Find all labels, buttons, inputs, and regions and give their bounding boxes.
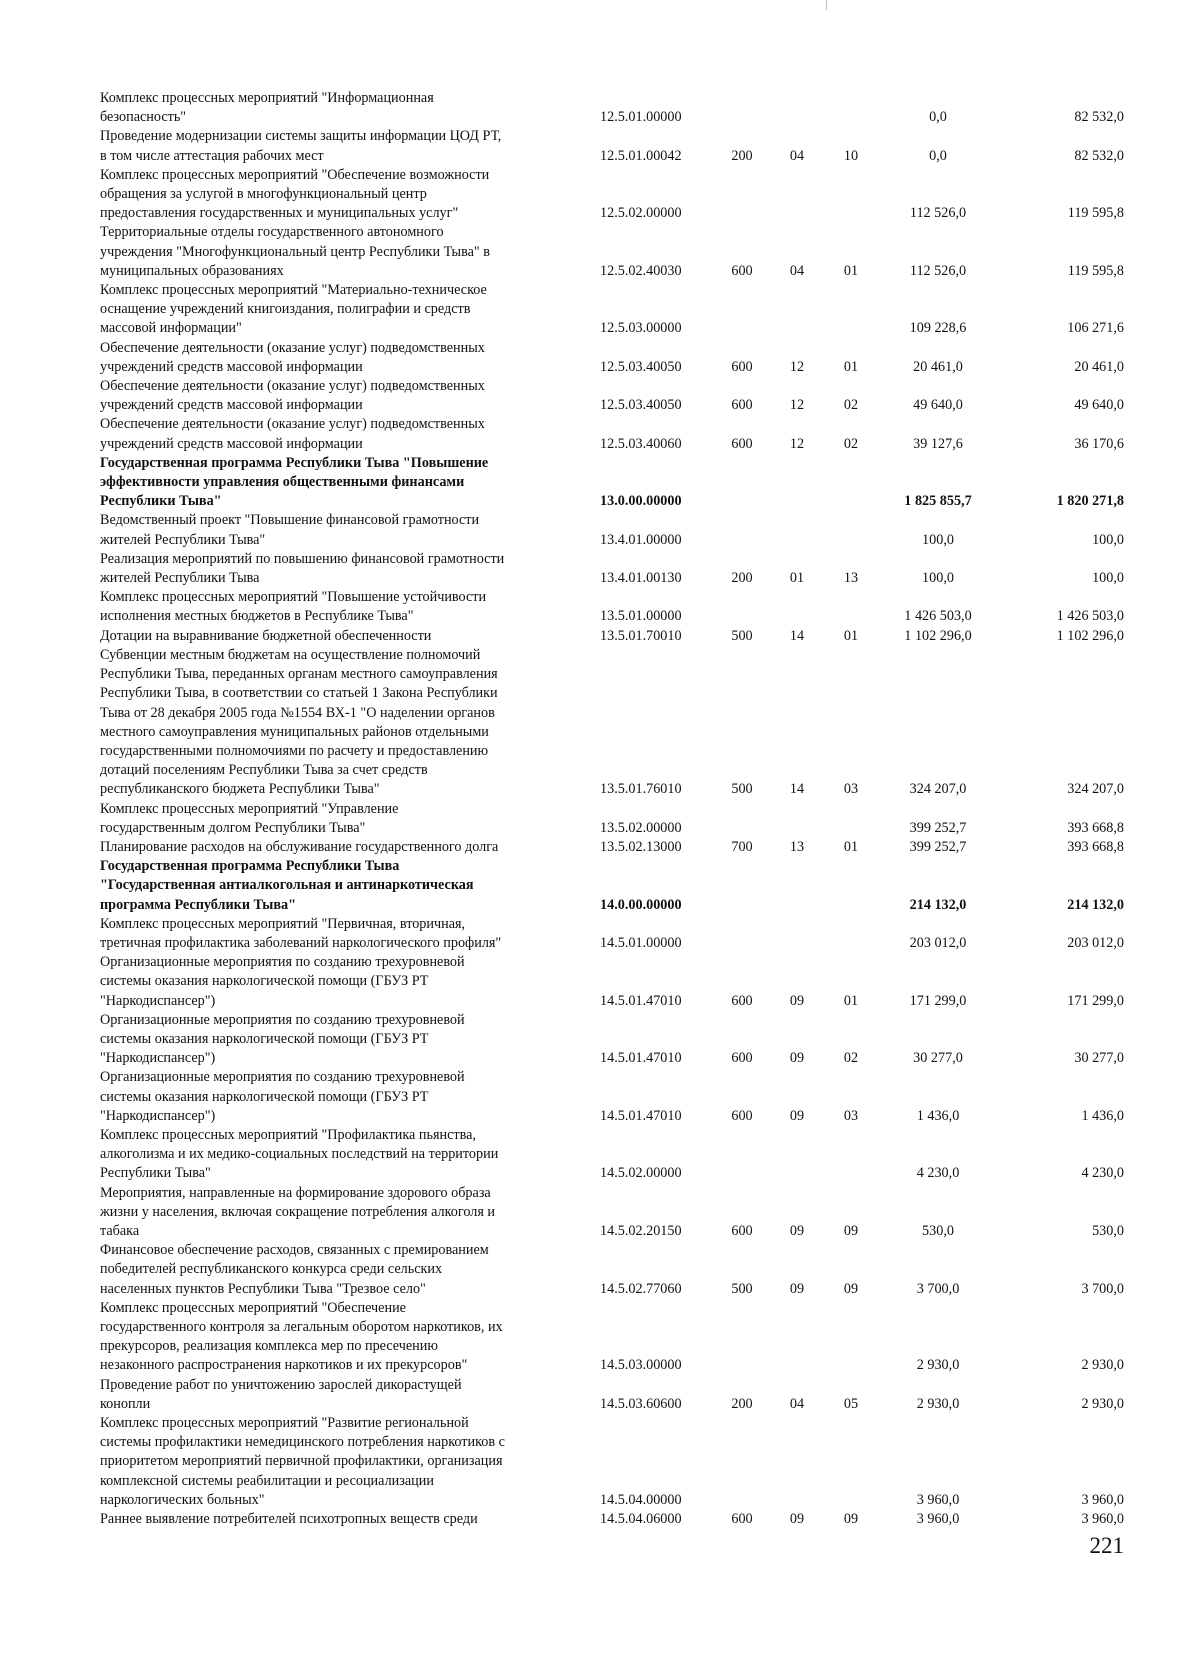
amount-year-2: 530,0 [1092,1222,1124,1239]
amount-year-1: 2 930,0 [916,1395,960,1412]
amount-year-1: 3 960,0 [916,1491,960,1508]
amount-year-2: 82 532,0 [1074,147,1124,164]
target-code: 14.5.01.47010 [600,992,682,1009]
amount-year-1: 112 526,0 [909,262,967,279]
section-code: 12 [789,435,805,452]
subsection-code [824,1126,878,1184]
amount-year-1: 100,0 [922,531,954,548]
subsection-code [824,1299,878,1376]
target-code: 14.5.01.47010 [600,1107,682,1124]
expense-type: 500 [731,781,753,798]
subsection-code [824,915,878,953]
expense-type: 200 [731,1395,753,1412]
row-name: Проведение модернизации системы защиты информации ЦОД РТ, в том числе аттестация рабочих мест [100,128,502,164]
expense-type [714,281,770,339]
subsection-code: 09 [843,1511,859,1528]
table-row [100,800,1124,838]
section-code: 04 [789,147,805,164]
table-row [100,915,1124,953]
amount-year-1: 0,0 [929,147,947,164]
amount-year-2: 171 299,0 [1067,992,1124,1009]
amount-year-2: 203 012,0 [1067,934,1124,951]
section-code: 09 [789,1050,805,1067]
expense-type [714,454,770,512]
amount-year-2: 4 230,0 [1081,1165,1124,1182]
table-row [100,127,1124,165]
table-row [100,1299,1124,1376]
budget-table [100,89,1124,1529]
section-code: 09 [789,1280,805,1297]
section-code [770,1299,824,1376]
section-code [770,454,824,512]
expense-type [714,166,770,224]
subsection-code: 02 [843,435,859,452]
target-code: 13.4.01.00130 [600,570,682,587]
target-code: 14.5.04.06000 [600,1511,682,1528]
expense-type [714,89,770,127]
section-code: 12 [789,397,805,414]
row-name: Организационные мероприятия по созданию трехуровневой системы оказания наркологической помощи (ГБУЗ РТ "Наркодиспансер") [100,1069,465,1124]
amount-year-1: 0,0 [929,109,947,126]
target-code: 14.5.04.00000 [600,1491,682,1508]
expense-type: 500 [731,627,753,644]
row-name: Дотации на выравнивание бюджетной обеспеченности [100,627,432,644]
amount-year-2: 3 700,0 [1081,1280,1124,1297]
amount-year-1: 4 230,0 [916,1165,960,1182]
expense-type: 600 [731,1222,753,1239]
subsection-code: 10 [843,147,859,164]
section-code: 14 [789,781,805,798]
amount-year-1: 3 700,0 [916,1280,960,1297]
row-name: Комплекс процессных мероприятий "Обеспечение государственного контроля за легальным оборотом наркотиков, их прекурсоров, реализация комплекса мер по пресечению незаконного распространения наркотиков и их прекурсоров" [100,1299,503,1374]
target-code: 13.4.01.00000 [600,531,682,548]
target-code: 12.5.01.00000 [600,109,682,126]
section-code [770,588,824,626]
subsection-code: 01 [843,992,859,1009]
row-name: Субвенции местным бюджетам на осуществление полномочий Республики Тыва, переданных органам местного самоуправления Республики Тыва, в соответствии со статьей 1 Закона Республики Тыва от 28 декабря 2005 года №1554 ВХ-1 "О наделении органов местного самоуправления муниципальных районов отдельными государственными полномочиями по расчету и предоставлению дотаций поселениям Республики Тыва за счет средств республиканского бюджета Республики Тыва" [100,646,498,798]
row-name: Государственная программа Республики Тыва "Повышение эффективности управления общественными финансами Республики Тыва" [100,454,489,510]
subsection-code: 03 [843,781,859,798]
expense-type: 600 [731,358,753,375]
amount-year-2: 2 930,0 [1081,1395,1124,1412]
amount-year-2: 20 461,0 [1074,358,1124,375]
amount-year-1: 399 252,7 [909,838,967,855]
table-row [100,339,1124,377]
subsection-code: 09 [843,1222,859,1239]
table-row [100,857,1124,915]
target-code: 12.5.02.40030 [600,262,682,279]
row-name: Мероприятия, направленные на формирование здорового образа жизни у населения, включая сокращение потребления алкоголя и табака [100,1184,496,1239]
expense-type [714,800,770,838]
table-row [100,646,1124,800]
row-name: Обеспечение деятельности (оказание услуг) подведомственных учреждений средств массовой информации [100,416,485,452]
expense-type: 600 [731,1107,753,1124]
target-code: 14.0.00.00000 [600,896,682,913]
amount-year-2: 2 930,0 [1081,1357,1124,1374]
row-name: Комплекс процессных мероприятий "Управление государственным долгом Республики Тыва" [100,800,399,836]
amount-year-1: 1 102 296,0 [904,627,972,644]
row-name: Планирование расходов на обслуживание государственного долга [100,838,499,855]
subsection-code [824,588,878,626]
subsection-code: 01 [843,358,859,375]
table-row [100,627,1124,646]
amount-year-1: 1 436,0 [916,1107,960,1124]
expense-type: 600 [731,1511,753,1528]
amount-year-2: 1 436,0 [1081,1107,1124,1124]
section-code [770,89,824,127]
amount-year-2: 3 960,0 [1081,1511,1124,1528]
target-code: 13.5.02.13000 [600,838,682,855]
amount-year-2: 49 640,0 [1074,397,1124,414]
expense-type: 600 [731,1050,753,1067]
row-name: Комплекс процессных мероприятий "Развитие региональной системы профилактики немедицинского потребления наркотиков с приоритетом мероприятий первичной профилактики, организация комплексной системы реабилитации и ресоциализации наркологических больных" [100,1415,505,1508]
amount-year-1: 30 277,0 [913,1050,963,1067]
table-row [100,377,1124,415]
subsection-code [824,166,878,224]
section-code: 09 [789,1222,805,1239]
row-name: Комплекс процессных мероприятий "Повышение устойчивости исполнения местных бюджетов в Республике Тыва" [100,589,487,625]
section-code: 09 [789,1511,805,1528]
amount-year-1: 324 207,0 [909,781,967,798]
section-code: 14 [789,627,805,644]
amount-year-1: 1 426 503,0 [904,608,972,625]
row-name: Комплекс процессных мероприятий "Обеспечение возможности обращения за услугой в многофункциональный центр предоставления государственных и муниципальных услуг" [100,166,490,222]
table-row [100,223,1124,281]
amount-year-1: 49 640,0 [913,397,963,414]
table-row [100,281,1124,339]
target-code: 14.5.02.00000 [600,1165,682,1182]
subsection-code [824,89,878,127]
target-code: 13.5.02.00000 [600,819,682,836]
expense-type [714,1414,770,1510]
amount-year-2: 30 277,0 [1074,1050,1124,1067]
section-code [770,1126,824,1184]
table-row [100,838,1124,857]
subsection-code [824,511,878,549]
amount-year-1: 203 012,0 [909,934,967,951]
subsection-code [824,1414,878,1510]
amount-year-2: 119 595,8 [1067,262,1124,279]
row-name: Государственная программа Республики Тыва "Государственная антиалкогольная и антинаркотическая программа Республики Тыва" [100,858,474,913]
section-code [770,166,824,224]
expense-type: 200 [731,147,753,164]
row-name: Ведомственный проект "Повышение финансовой грамотности жителей Республики Тыва" [100,512,480,548]
table-row [100,1011,1124,1069]
target-code: 14.5.03.00000 [600,1357,682,1374]
amount-year-1: 530,0 [922,1222,954,1239]
row-name: Комплекс процессных мероприятий "Профилактика пьянства, алкоголизма и их медико-социальных последствий на территории Республики Тыва" [100,1126,499,1182]
target-code: 14.5.01.47010 [600,1050,682,1067]
target-code: 12.5.03.40060 [600,435,682,452]
expense-type [714,857,770,915]
amount-year-1: 1 825 855,7 [904,493,972,510]
table-row [100,550,1124,588]
table-row [100,1068,1124,1126]
target-code: 12.5.03.40050 [600,358,682,375]
amount-year-1: 2 930,0 [916,1357,960,1374]
amount-year-2: 3 960,0 [1081,1491,1124,1508]
subsection-code: 09 [843,1280,859,1297]
expense-type: 600 [731,397,753,414]
row-name: Комплекс процессных мероприятий "Первичная, вторичная, третичная профилактика заболеваний наркологического профиля" [100,915,502,951]
target-code: 14.5.01.00000 [600,934,682,951]
section-code: 12 [789,358,805,375]
amount-year-2: 100,0 [1092,531,1124,548]
expense-type [714,915,770,953]
expense-type: 700 [731,838,753,855]
subsection-code: 13 [843,570,859,587]
target-code: 13.5.01.76010 [600,781,682,798]
amount-year-2: 1 820 271,8 [1056,493,1124,510]
expense-type: 500 [731,1280,753,1297]
table-row [100,1376,1124,1414]
section-code [770,281,824,339]
subsection-code: 05 [843,1395,859,1412]
subsection-code [824,454,878,512]
row-name: Организационные мероприятия по созданию трехуровневой системы оказания наркологической помощи (ГБУЗ РТ "Наркодиспансер") [100,1011,465,1067]
expense-type: 600 [731,262,753,279]
amount-year-1: 39 127,6 [913,435,963,452]
amount-year-2: 1 426 503,0 [1056,608,1124,625]
amount-year-2: 1 102 296,0 [1056,627,1124,644]
target-code: 12.5.01.00042 [600,147,682,164]
amount-year-1: 3 960,0 [916,1511,960,1528]
amount-year-1: 171 299,0 [909,992,967,1009]
amount-year-1: 109 228,6 [909,320,967,337]
expense-type [714,1126,770,1184]
amount-year-1: 20 461,0 [913,358,963,375]
table-row [100,89,1124,127]
expense-type [714,1299,770,1376]
section-code: 13 [789,838,805,855]
section-code [770,511,824,549]
target-code: 12.5.03.40050 [600,397,682,414]
table-row [100,166,1124,224]
page-number: 221 [1089,1533,1124,1558]
subsection-code: 03 [843,1107,859,1124]
subsection-code [824,857,878,915]
subsection-code: 02 [843,1050,859,1067]
target-code: 12.5.03.00000 [600,320,682,337]
table-row [100,511,1124,549]
section-code: 01 [789,570,805,587]
table-row [100,415,1124,453]
section-code [770,857,824,915]
subsection-code [824,800,878,838]
row-name: Территориальные отделы государственного автономного учреждения "Многофункциональный центр Республики Тыва" в муниципальных образованиях [100,224,490,279]
target-code: 13.5.01.00000 [600,608,682,625]
subsection-code: 01 [843,627,859,644]
amount-year-2: 82 532,0 [1074,109,1124,126]
section-code [770,1414,824,1510]
table-row [100,1510,1124,1529]
table-row [100,953,1124,1011]
expense-type: 600 [731,992,753,1009]
amount-year-2: 393 668,8 [1067,819,1124,836]
table-row [100,1126,1124,1184]
subsection-code: 01 [843,262,859,279]
amount-year-2: 214 132,0 [1067,896,1124,913]
amount-year-2: 36 170,6 [1074,435,1124,452]
amount-year-1: 100,0 [922,570,954,587]
amount-year-1: 399 252,7 [909,819,967,836]
row-name: Обеспечение деятельности (оказание услуг) подведомственных учреждений средств массовой информации [100,339,485,375]
table-row [100,454,1124,512]
target-code: 13.5.01.70010 [600,627,682,644]
target-code: 14.5.02.20150 [600,1222,682,1239]
amount-year-2: 100,0 [1092,570,1124,587]
row-name: Комплекс процессных мероприятий "Информационная безопасность" [100,90,434,126]
row-name: Проведение работ по уничтожению зарослей дикорастущей конопли [100,1376,462,1412]
table-row [100,1184,1124,1242]
amount-year-2: 324 207,0 [1067,781,1124,798]
amount-year-2: 106 271,6 [1067,320,1124,337]
expense-type: 200 [731,570,753,587]
amount-year-1: 112 526,0 [909,205,967,222]
target-code: 13.0.00.00000 [600,493,682,510]
row-name: Реализация мероприятий по повышению финансовой грамотности жителей Республики Тыва [100,550,505,587]
section-code: 04 [789,262,805,279]
subsection-code [824,281,878,339]
section-code: 09 [789,992,805,1009]
amount-year-2: 119 595,8 [1067,205,1124,222]
expense-type: 600 [731,435,753,452]
section-code [770,800,824,838]
amount-year-2: 393 668,8 [1067,838,1124,855]
table-row [100,1414,1124,1510]
row-name: Раннее выявление потребителей психотропных веществ среди [100,1511,478,1528]
budget-table-body [100,89,1124,1529]
target-code: 14.5.03.60600 [600,1395,682,1412]
expense-type [714,588,770,626]
subsection-code: 02 [843,397,859,414]
section-code: 04 [789,1395,805,1412]
scan-artifact [826,0,827,10]
row-name: Обеспечение деятельности (оказание услуг) подведомственных учреждений средств массовой информации [100,378,485,414]
target-code: 12.5.02.00000 [600,205,682,222]
subsection-code: 01 [843,838,859,855]
row-name: Комплекс процессных мероприятий "Материально-техническое оснащение учреждений книгоиздания, полиграфии и средств массовой информации" [100,282,487,337]
expense-type [714,511,770,549]
row-name: Финансовое обеспечение расходов, связанных с премированием победителей республиканского конкурса среди сельских населенных пунктов Республики Тыва "Трезвое село" [100,1242,489,1297]
target-code: 14.5.02.77060 [600,1280,682,1297]
amount-year-1: 214 132,0 [909,896,967,913]
table-row [100,1241,1124,1299]
table-row [100,588,1124,626]
section-code: 09 [789,1107,805,1124]
section-code [770,915,824,953]
row-name: Организационные мероприятия по созданию трехуровневой системы оказания наркологической помощи (ГБУЗ РТ "Наркодиспансер") [100,954,465,1009]
